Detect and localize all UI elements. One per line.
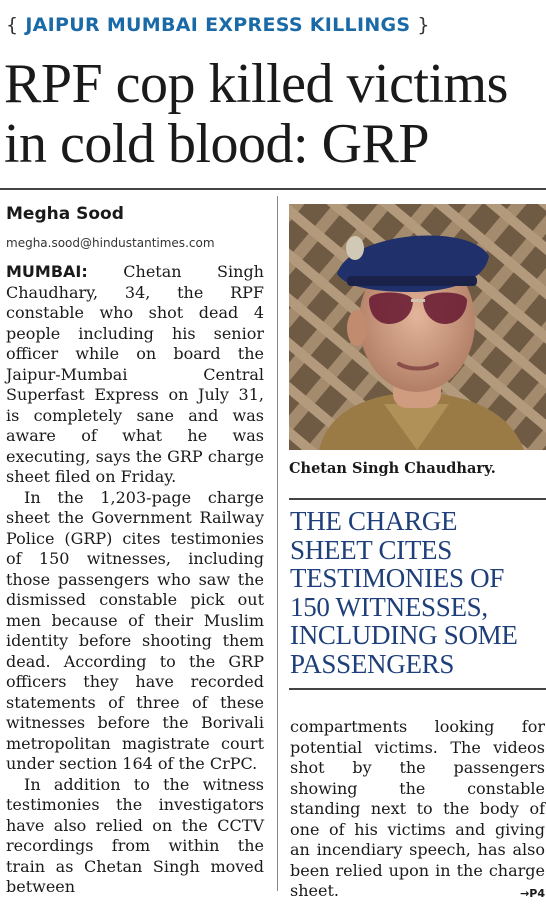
officer-photo [289, 204, 546, 450]
article-paragraph: MUMBAI: Chetan Singh Chaudhary, 34, the RPF constable who shot dead 4 people including his senior officer while on board the Jaipur-Mumbai Central Superfast Express on July 31, is completely sane and was aware of what he was executing, says the GRP charge sheet filed on Friday. [6, 262, 264, 486]
column-divider [277, 196, 278, 891]
kicker-text: JAIPUR MUMBAI EXPRESS KILLINGS [25, 14, 411, 36]
page-jump-link[interactable]: →P4 [520, 887, 545, 900]
photo-caption: Chetan Singh Chaudhary. [289, 460, 496, 477]
article-paragraph: In addition to the witness testimonies the investigators have also relied on the CCTV recordings from within the train as Chetan Singh moved between [6, 774, 264, 896]
section-kicker [6, 14, 542, 36]
dateline: MUMBAI: [6, 262, 88, 281]
article-paragraph: compartments looking for potential victims. The videos shot by the passengers showing the constable standing next to the body of one of his victims and giving an incendiary speech, has also been relied upon in the charge sheet. →P4 [290, 717, 545, 902]
pull-quote-line: TESTIMONIES OF [290, 563, 505, 593]
kicker-close-brace: } [417, 14, 430, 36]
pull-quote-rule-top [289, 498, 546, 500]
pull-quote-line: INCLUDING SOME [290, 620, 518, 650]
pull-quote-line: PASSENGERS [290, 648, 455, 679]
article-paragraph: In the 1,203-page charge sheet the Government Railway Police (GRP) cites testimonies of 150 witnesses, including those passengers who saw the dismissed constable pick out men because of their Muslim identity before shooting them dead. According to the GRP officers they have recorded statements of three of these witnesses before the Borivali metropolitan magistrate court under section 164 of the CrPC. [6, 487, 264, 773]
pull-quote [290, 507, 546, 678]
pull-quote-line: 150 WITNESSES, [290, 591, 488, 622]
headline-line-2: in cold blood: GRP [4, 113, 430, 175]
headline-line-1: RPF cop killed victims [4, 53, 508, 115]
byline-author: Megha Sood [6, 204, 124, 224]
article-column-left [6, 262, 264, 898]
headline-rule [0, 188, 546, 190]
headline [4, 54, 544, 174]
kicker-open-brace: { [6, 14, 19, 36]
pull-quote-line: SHEET CITES [290, 534, 452, 565]
officer-portrait-image [289, 204, 546, 450]
pull-quote-line: THE CHARGE [290, 506, 458, 536]
article-column-right [290, 717, 545, 905]
byline-email: megha.sood@hindustantimes.com [6, 236, 215, 250]
pull-quote-rule-bottom [289, 688, 546, 690]
